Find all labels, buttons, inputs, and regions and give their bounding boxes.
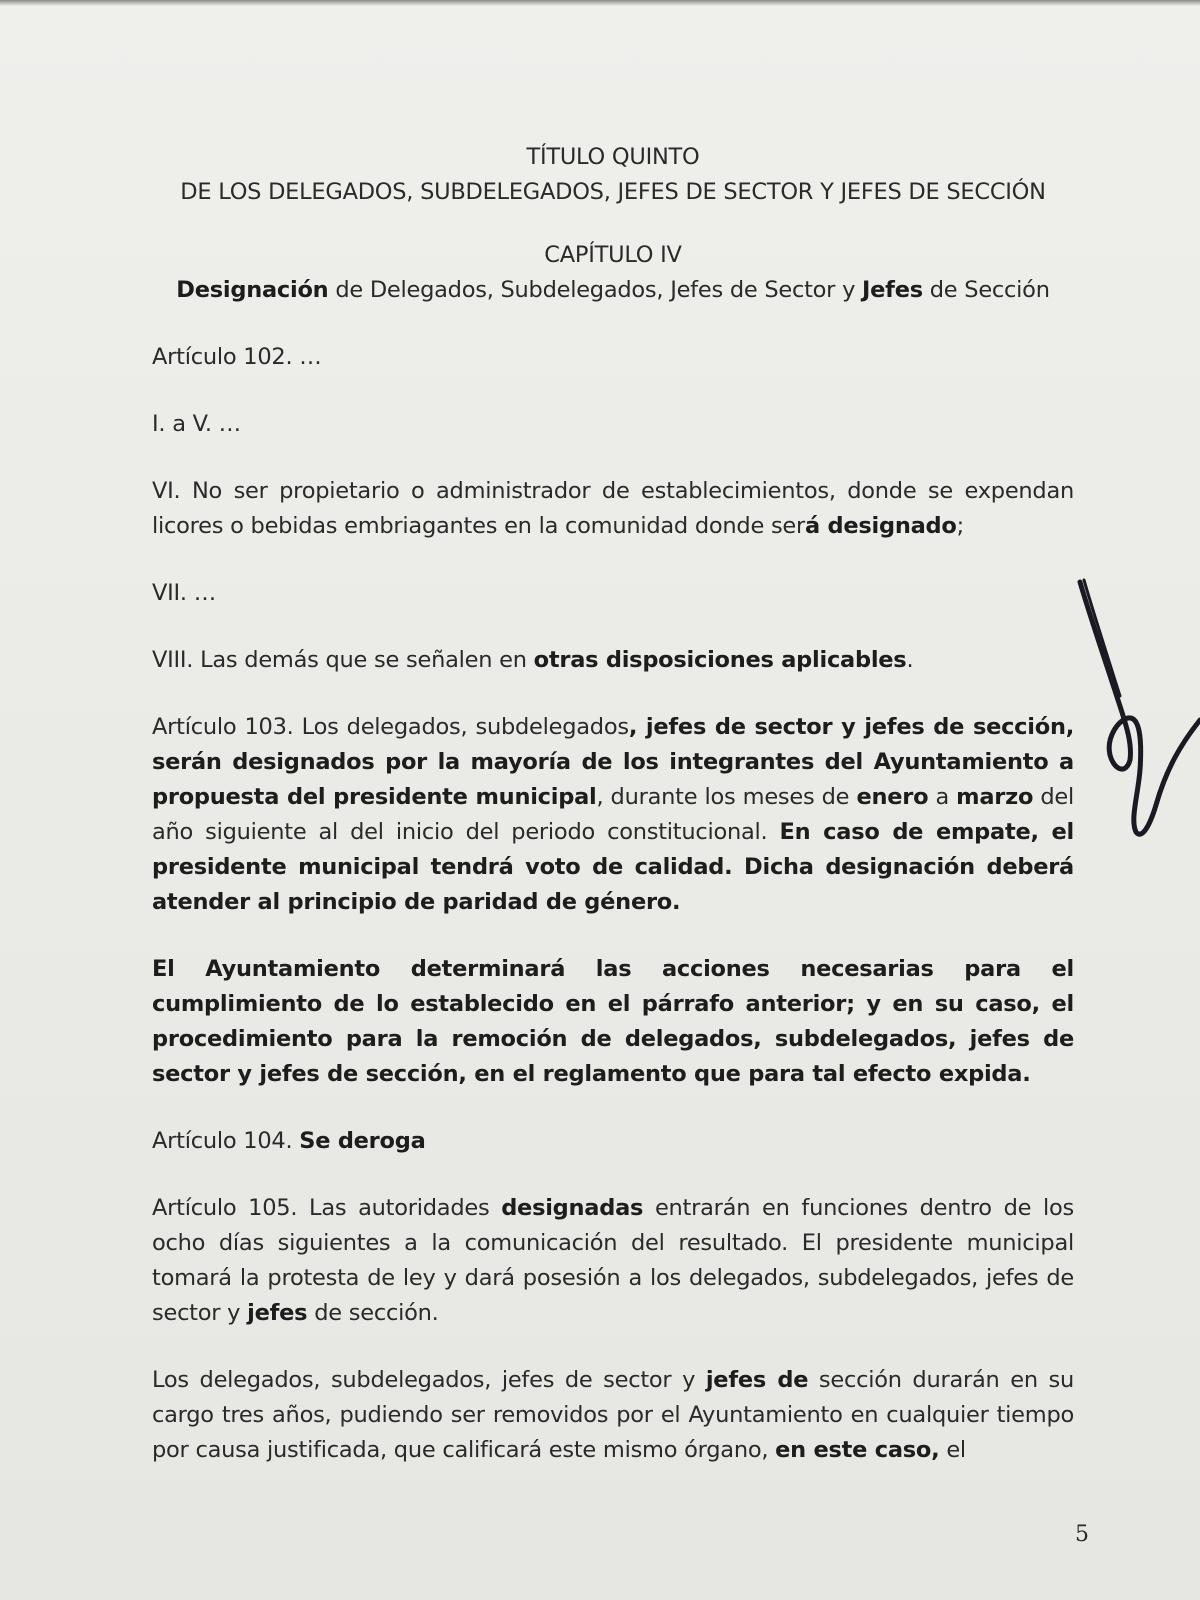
article-102-heading: Artículo 102. … [152, 344, 322, 370]
article-102-fraction-viii [152, 643, 1074, 678]
subtitle-bold-1: Designación [176, 277, 329, 303]
article-102-fraction-vii: VII. … [152, 580, 216, 606]
title-line-2: DE LOS DELEGADOS, SUBDELEGADOS, JEFES DE SECTOR Y JEFES DE SECCIÓN [180, 179, 1046, 205]
art103-text-3: a [928, 784, 957, 810]
article-103-paragraph-1 [152, 710, 1074, 920]
art105-text-2: entrarán en funciones dentro de los ocho días siguientes a la comunicación del resultado. El presidente municipal tomará la protesta de ley y dará posesión a los delegados, subdelegados, jefes de sector y [152, 1195, 1074, 1326]
top-shadow [0, 0, 1200, 6]
art105-p2-text-1: Los delegados, subdelegados, jefes de sector y [152, 1367, 706, 1393]
art104-bold: Se deroga [299, 1128, 426, 1154]
art105-text-1: Artículo 105. Las autoridades [152, 1195, 502, 1221]
art103-bold-4: En caso de empate, el presidente municipal tendrá voto de calidad. Dicha designación deberá atender al principio de paridad de género. [152, 819, 1074, 915]
art104-text: Artículo 104. [152, 1128, 300, 1154]
fraction-viii-end: . [906, 647, 914, 673]
article-102-fractions-i-v: I. a V. … [152, 411, 241, 437]
article-105-paragraph-2 [152, 1363, 1074, 1468]
art103-bold-2: enero [856, 784, 929, 810]
fraction-viii-bold: otras disposiciones aplicables [533, 647, 907, 673]
art105-p2-bold-2: en este caso, [775, 1437, 940, 1463]
page-number: 5 [1075, 1522, 1089, 1547]
art103-bold-1: , jefes de sector y jefes de sección, serán designados por la mayoría de los integrantes del Ayuntamiento a propuesta del presidente municipal [152, 714, 1075, 810]
article-103-paragraph-2 [152, 952, 1074, 1092]
art103-text-1: Artículo 103. Los delegados, subdelegados [152, 714, 629, 740]
art103-bold-3: marzo [956, 784, 1034, 810]
subtitle-bold-2: Jefes [862, 277, 923, 303]
chapter-subtitle [152, 273, 1074, 308]
art103-text-2: , durante los meses de [596, 784, 857, 810]
subtitle-text-1: de Delegados, Subdelegados, Jefes de Sector y [328, 277, 863, 303]
art105-text-3: de sección. [307, 1300, 439, 1326]
subtitle-text-2: de Sección [922, 277, 1050, 303]
title-line-1: TÍTULO QUINTO [526, 144, 700, 170]
art105-p2-bold-1: jefes de [705, 1367, 809, 1393]
art105-bold-1: designadas [501, 1195, 644, 1221]
document-body [152, 140, 1074, 1468]
article-105-paragraph-1 [152, 1191, 1074, 1331]
article-102-fraction-vi [152, 474, 1074, 544]
fraction-vi-bold: á designado [805, 513, 957, 539]
fraction-vi-text: VI. No ser propietario o administrador de establecimientos, donde se expendan licores o bebidas embriagantes en la comunidad donde ser [152, 478, 1074, 539]
art105-p2-text-3: el [939, 1437, 966, 1463]
chapter-line: CAPÍTULO IV [544, 242, 682, 268]
fraction-viii-text: VIII. Las demás que se señalen en [152, 647, 534, 673]
article-104 [152, 1124, 1074, 1159]
art103-paragraph-2-bold: El Ayuntamiento determinará las acciones necesarias para el cumplimiento de lo establecido en el párrafo anterior; y en su caso, el procedimiento para la remoción de delegados, subdelegados, jefes de sector y jefes de sección, en el reglamento que para tal efecto expida. [152, 956, 1074, 1087]
art105-p2-text-2: sección durarán en su cargo tres años, pudiendo ser removidos por el Ayuntamiento en cualquier tiempo por causa justificada, que calificará este mismo órgano, [152, 1367, 1074, 1463]
art103-text-4: del año siguiente al del inicio del periodo constitucional. [152, 784, 1075, 845]
handwritten-signature [1070, 570, 1200, 850]
art105-bold-2: jefes [247, 1300, 308, 1326]
fraction-vi-end: ; [956, 513, 964, 539]
